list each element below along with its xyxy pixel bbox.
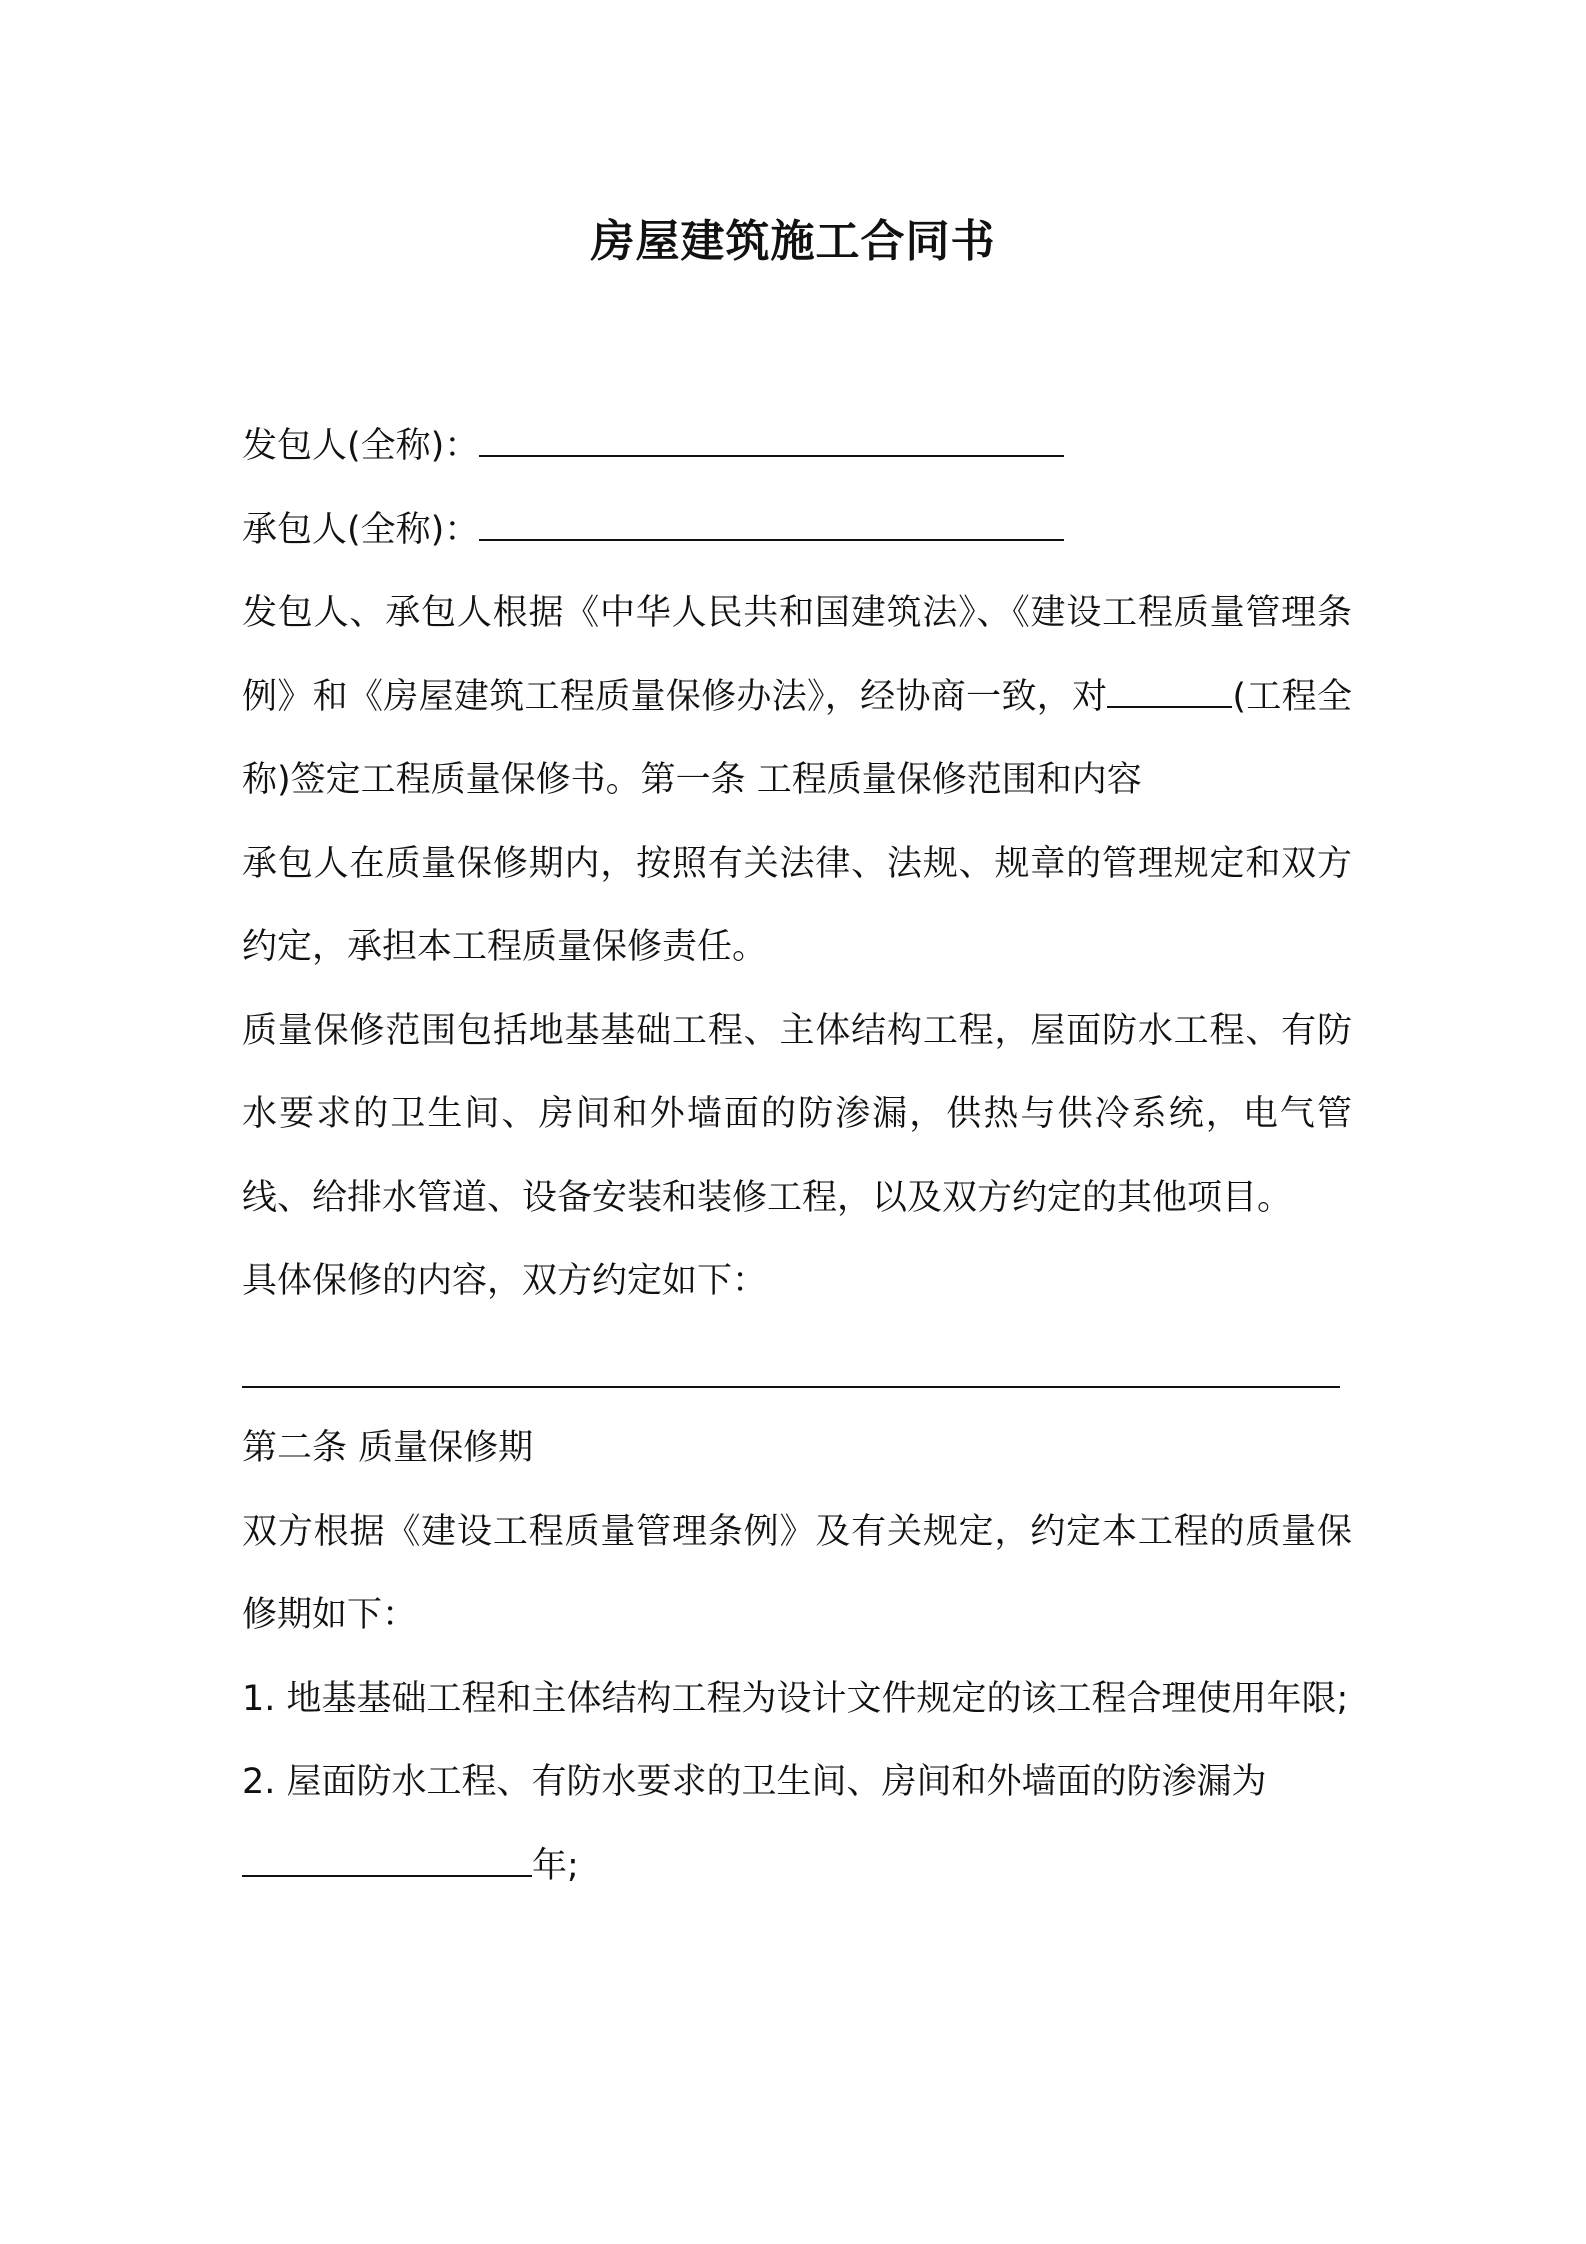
document-title: 房屋建筑施工合同书 [590,216,996,267]
contractor-line [242,489,1352,573]
intro-paragraph [242,572,1352,823]
period-item-2 [242,1741,1352,1908]
period-item-1: 1. 地基基础工程和主体结构工程为设计文件规定的该工程合理使用年限; [242,1678,1349,1719]
employer-line [242,405,1352,489]
contractor-label: 承包人(全称)： [242,509,480,550]
employer-label: 发包人(全称)： [242,426,480,466]
content-paragraph: 具体保修的内容，双方约定如下： [242,1261,768,1301]
blank-rule [242,1386,1340,1388]
intro-text-part1: 发包人、承包人根据《中华人民共和国建筑法》、《建设工程质量管理条例》和《房屋建筑工程质量保修办法》，经协商一致，对 [242,593,1352,717]
intro-text-part2: (工程全称)签定工程质量保修书。第一条 工程质量保修范围和内容 [242,676,1352,800]
article2-heading: 第二条 质量保修期 [242,1428,534,1468]
project-name-blank[interactable] [1107,705,1232,708]
item2-text-part2: 年; [532,1845,579,1886]
document-body [242,405,1352,1908]
employer-name-blank[interactable] [479,454,1064,457]
item2-text-part1: 2. 屋面防水工程、有防水要求的卫生间、房间和外墙面的防渗漏为 [242,1762,1267,1802]
waterproof-years-blank[interactable] [242,1874,532,1877]
contractor-name-blank[interactable] [479,538,1064,541]
warranty-content-blank[interactable] [242,1324,1352,1408]
period-paragraph: 双方根据《建设工程质量管理条例》及有关规定，约定本工程的质量保修期如下： [242,1511,1352,1635]
responsibility-paragraph: 承包人在质量保修期内，按照有关法律、法规、规章的管理规定和双方约定，承担本工程质量保修责任。 [242,843,1352,967]
scope-paragraph: 质量保修范围包括地基基础工程、主体结构工程，屋面防水工程、有防水要求的卫生间、房间和外墙面的防渗漏，供热与供冷系统，电气管线、给排水管道、设备安装和装修工程，以及双方约定的其他项目。 [242,1010,1352,1218]
